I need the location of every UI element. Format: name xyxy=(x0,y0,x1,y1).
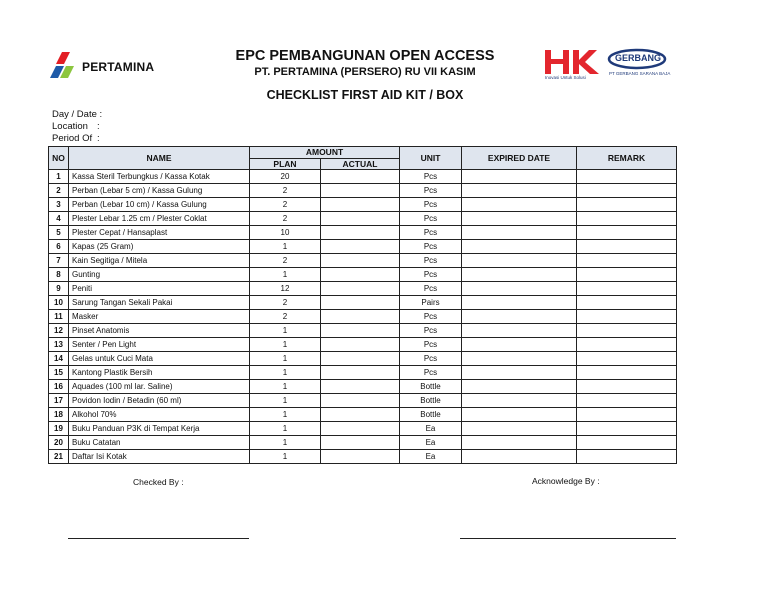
row-plan: 1 xyxy=(250,352,321,366)
table-row xyxy=(49,170,677,184)
row-no: 8 xyxy=(49,268,69,282)
row-unit: Pcs xyxy=(400,324,462,338)
row-unit: Pcs xyxy=(400,338,462,352)
row-remark-cell[interactable] xyxy=(577,422,677,436)
row-no: 17 xyxy=(49,394,69,408)
table-row xyxy=(49,408,677,422)
row-unit: Pcs xyxy=(400,352,462,366)
row-no: 14 xyxy=(49,352,69,366)
row-unit: Bottle xyxy=(400,380,462,394)
row-expired-date-cell[interactable] xyxy=(462,226,577,240)
row-plan: 2 xyxy=(250,212,321,226)
row-no: 18 xyxy=(49,408,69,422)
table-row xyxy=(49,310,677,324)
row-no: 15 xyxy=(49,366,69,380)
row-plan: 1 xyxy=(250,408,321,422)
row-remark-cell[interactable] xyxy=(577,170,677,184)
table-row xyxy=(49,268,677,282)
row-no: 11 xyxy=(49,310,69,324)
table-row xyxy=(49,254,677,268)
row-actual-cell[interactable] xyxy=(321,282,400,296)
row-remark-cell[interactable] xyxy=(577,380,677,394)
table-row xyxy=(49,212,677,226)
row-unit: Ea xyxy=(400,422,462,436)
row-remark-cell[interactable] xyxy=(577,394,677,408)
row-name: Gelas untuk Cuci Mata xyxy=(69,352,250,366)
table-row xyxy=(49,198,677,212)
row-no: 2 xyxy=(49,184,69,198)
checklist-table xyxy=(48,146,677,464)
row-plan: 2 xyxy=(250,184,321,198)
table-row xyxy=(49,394,677,408)
table-row xyxy=(49,338,677,352)
row-no: 16 xyxy=(49,380,69,394)
row-unit: Bottle xyxy=(400,394,462,408)
row-actual-cell[interactable] xyxy=(321,380,400,394)
row-expired-date-cell[interactable] xyxy=(462,324,577,338)
row-plan: 2 xyxy=(250,198,321,212)
row-name: Kassa Steril Terbungkus / Kassa Kotak xyxy=(69,170,250,184)
header-plan: PLAN xyxy=(250,159,321,170)
row-expired-date-cell[interactable] xyxy=(462,436,577,450)
table-row xyxy=(49,436,677,450)
row-no: 7 xyxy=(49,254,69,268)
row-actual-cell[interactable] xyxy=(321,212,400,226)
company-subtitle: PT. PERTAMINA (PERSERO) RU VII KASIM xyxy=(254,66,476,78)
row-no: 20 xyxy=(49,436,69,450)
row-expired-date-cell[interactable] xyxy=(462,212,577,226)
row-plan: 2 xyxy=(250,310,321,324)
row-expired-date-cell[interactable] xyxy=(462,380,577,394)
row-name: Kantong Plastik Bersih xyxy=(69,366,250,380)
row-actual-cell[interactable] xyxy=(321,198,400,212)
row-unit: Pcs xyxy=(400,170,462,184)
row-unit: Pcs xyxy=(400,240,462,254)
gerbang-company: PT GERBANG SARANA BAJA xyxy=(609,71,671,76)
row-no: 6 xyxy=(49,240,69,254)
row-actual-cell[interactable] xyxy=(321,450,400,464)
row-actual-cell[interactable] xyxy=(321,240,400,254)
table-row xyxy=(49,422,677,436)
row-plan: 1 xyxy=(250,380,321,394)
row-name: Buku Catatan xyxy=(69,436,250,450)
row-name: Pinset Anatomis xyxy=(69,324,250,338)
row-expired-date-cell[interactable] xyxy=(462,240,577,254)
table-row xyxy=(49,226,677,240)
location-label: Location xyxy=(52,121,88,132)
row-plan: 1 xyxy=(250,366,321,380)
row-plan: 12 xyxy=(250,282,321,296)
row-remark-cell[interactable] xyxy=(577,198,677,212)
row-unit: Pcs xyxy=(400,268,462,282)
row-unit: Pcs xyxy=(400,198,462,212)
row-remark-cell[interactable] xyxy=(577,324,677,338)
row-expired-date-cell[interactable] xyxy=(462,184,577,198)
row-plan: 20 xyxy=(250,170,321,184)
row-actual-cell[interactable] xyxy=(321,436,400,450)
day-date-label: Day / Date : xyxy=(52,109,103,120)
row-remark-cell[interactable] xyxy=(577,268,677,282)
row-name: Daftar Isi Kotak xyxy=(69,450,250,464)
row-no: 3 xyxy=(49,198,69,212)
row-unit: Pcs xyxy=(400,226,462,240)
row-actual-cell[interactable] xyxy=(321,352,400,366)
row-unit: Pcs xyxy=(400,212,462,226)
row-actual-cell[interactable] xyxy=(321,408,400,422)
row-no: 1 xyxy=(49,170,69,184)
row-plan: 2 xyxy=(250,296,321,310)
row-actual-cell[interactable] xyxy=(321,254,400,268)
row-actual-cell[interactable] xyxy=(321,268,400,282)
row-expired-date-cell[interactable] xyxy=(462,394,577,408)
checked-by-label: Checked By : xyxy=(133,477,184,487)
row-unit: Bottle xyxy=(400,408,462,422)
row-no: 5 xyxy=(49,226,69,240)
row-name: Kain Segitiga / Mitela xyxy=(69,254,250,268)
row-expired-date-cell[interactable] xyxy=(462,310,577,324)
row-plan: 1 xyxy=(250,436,321,450)
row-expired-date-cell[interactable] xyxy=(462,352,577,366)
row-expired-date-cell[interactable] xyxy=(462,450,577,464)
row-actual-cell[interactable] xyxy=(321,310,400,324)
row-name: Peniti xyxy=(69,282,250,296)
document-title: EPC PEMBANGUNAN OPEN ACCESS xyxy=(235,48,495,64)
row-name: Povidon Iodin / Betadin (60 ml) xyxy=(69,394,250,408)
row-actual-cell[interactable] xyxy=(321,422,400,436)
row-actual-cell[interactable] xyxy=(321,296,400,310)
row-plan: 1 xyxy=(250,338,321,352)
row-name: Alkohol 70% xyxy=(69,408,250,422)
row-actual-cell[interactable] xyxy=(321,338,400,352)
table-row xyxy=(49,296,677,310)
row-unit: Pcs xyxy=(400,310,462,324)
row-remark-cell[interactable] xyxy=(577,282,677,296)
row-no: 12 xyxy=(49,324,69,338)
table-row xyxy=(49,324,677,338)
row-no: 4 xyxy=(49,212,69,226)
table-row xyxy=(49,352,677,366)
row-expired-date-cell[interactable] xyxy=(462,254,577,268)
acknowledge-by-signature-line[interactable] xyxy=(460,538,676,539)
row-name: Gunting xyxy=(69,268,250,282)
table-row xyxy=(49,282,677,296)
row-name: Sarung Tangan Sekali Pakai xyxy=(69,296,250,310)
row-name: Perban (Lebar 10 cm) / Kassa Gulung xyxy=(69,198,250,212)
row-plan: 1 xyxy=(250,394,321,408)
row-expired-date-cell[interactable] xyxy=(462,338,577,352)
header-remark: REMARK xyxy=(577,147,677,170)
row-name: Perban (Lebar 5 cm) / Kassa Gulung xyxy=(69,184,250,198)
row-expired-date-cell[interactable] xyxy=(462,282,577,296)
row-plan: 1 xyxy=(250,268,321,282)
row-name: Senter / Pen Light xyxy=(69,338,250,352)
checklist-title: CHECKLIST FIRST AID KIT / BOX xyxy=(266,88,464,102)
row-expired-date-cell[interactable] xyxy=(462,198,577,212)
pertamina-logo xyxy=(50,50,160,84)
row-remark-cell[interactable] xyxy=(577,226,677,240)
row-remark-cell[interactable] xyxy=(577,296,677,310)
row-actual-cell[interactable] xyxy=(321,324,400,338)
header-amount: AMOUNT xyxy=(250,147,400,159)
table-row xyxy=(49,380,677,394)
hk-logo-icon xyxy=(543,46,683,86)
row-remark-cell[interactable] xyxy=(577,450,677,464)
row-remark-cell[interactable] xyxy=(577,366,677,380)
row-remark-cell[interactable] xyxy=(577,352,677,366)
row-plan: 1 xyxy=(250,422,321,436)
row-no: 13 xyxy=(49,338,69,352)
header-unit: UNIT xyxy=(400,147,462,170)
row-name: Buku Panduan P3K di Tempat Kerja xyxy=(69,422,250,436)
header-no: NO xyxy=(49,147,69,170)
row-remark-cell[interactable] xyxy=(577,254,677,268)
table-row xyxy=(49,450,677,464)
row-plan: 1 xyxy=(250,450,321,464)
row-remark-cell[interactable] xyxy=(577,240,677,254)
row-plan: 2 xyxy=(250,254,321,268)
row-actual-cell[interactable] xyxy=(321,184,400,198)
row-expired-date-cell[interactable] xyxy=(462,366,577,380)
table-row xyxy=(49,240,677,254)
pertamina-wordmark: PERTAMINA xyxy=(82,60,155,74)
period-label: Period Of xyxy=(52,133,93,144)
row-unit: Pcs xyxy=(400,184,462,198)
row-expired-date-cell[interactable] xyxy=(462,422,577,436)
row-plan: 1 xyxy=(250,324,321,338)
row-remark-cell[interactable] xyxy=(577,184,677,198)
header-actual: ACTUAL xyxy=(321,159,400,170)
row-expired-date-cell[interactable] xyxy=(462,268,577,282)
checked-by-signature-line[interactable] xyxy=(68,538,249,539)
row-remark-cell[interactable] xyxy=(577,338,677,352)
row-remark-cell[interactable] xyxy=(577,408,677,422)
row-no: 9 xyxy=(49,282,69,296)
row-name: Kapas (25 Gram) xyxy=(69,240,250,254)
period-colon: : xyxy=(97,133,100,144)
row-plan: 10 xyxy=(250,226,321,240)
row-actual-cell[interactable] xyxy=(321,170,400,184)
hk-tagline: Inovasi Untuk Solusi xyxy=(545,75,586,80)
row-unit: Pcs xyxy=(400,254,462,268)
gerbang-wordmark: GERBANG xyxy=(615,53,662,63)
row-unit: Pcs xyxy=(400,366,462,380)
acknowledge-by-label: Acknowledge By : xyxy=(532,476,600,486)
row-expired-date-cell[interactable] xyxy=(462,408,577,422)
row-no: 21 xyxy=(49,450,69,464)
row-actual-cell[interactable] xyxy=(321,394,400,408)
header-name: NAME xyxy=(69,147,250,170)
row-no: 10 xyxy=(49,296,69,310)
row-remark-cell[interactable] xyxy=(577,212,677,226)
row-name: Aquades (100 ml lar. Saline) xyxy=(69,380,250,394)
row-plan: 1 xyxy=(250,240,321,254)
table-row xyxy=(49,184,677,198)
table-row xyxy=(49,366,677,380)
location-colon: : xyxy=(97,121,100,132)
row-expired-date-cell[interactable] xyxy=(462,296,577,310)
row-no: 19 xyxy=(49,422,69,436)
row-name: Masker xyxy=(69,310,250,324)
header-expired-date: EXPIRED DATE xyxy=(462,147,577,170)
pertamina-emblem-icon xyxy=(50,50,80,82)
row-unit: Ea xyxy=(400,450,462,464)
row-name: Plester Lebar 1.25 cm / Plester Coklat xyxy=(69,212,250,226)
row-remark-cell[interactable] xyxy=(577,436,677,450)
row-name: Plester Cepat / Hansaplast xyxy=(69,226,250,240)
row-actual-cell[interactable] xyxy=(321,366,400,380)
row-actual-cell[interactable] xyxy=(321,226,400,240)
row-unit: Pairs xyxy=(400,296,462,310)
row-remark-cell[interactable] xyxy=(577,310,677,324)
row-unit: Ea xyxy=(400,436,462,450)
row-expired-date-cell[interactable] xyxy=(462,170,577,184)
row-unit: Pcs xyxy=(400,282,462,296)
hk-gerbang-logo xyxy=(543,46,683,86)
